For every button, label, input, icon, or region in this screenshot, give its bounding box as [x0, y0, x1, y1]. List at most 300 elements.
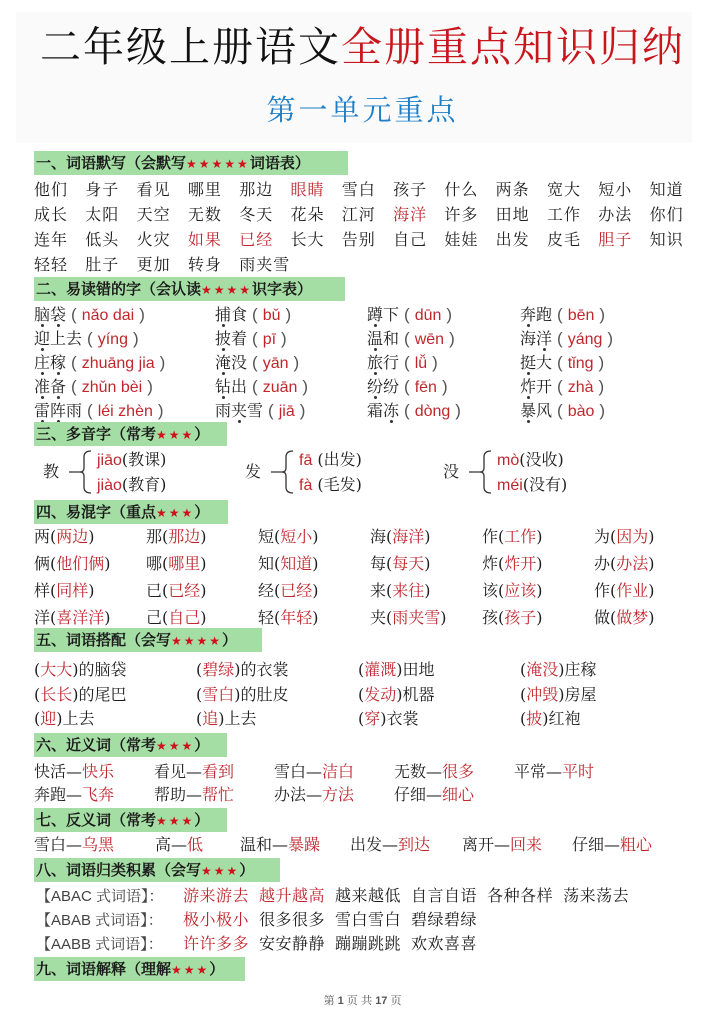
word: 快活	[34, 762, 67, 781]
vocab-word: 他们	[34, 180, 69, 199]
paren-open: (	[50, 554, 57, 573]
char: 开	[536, 377, 553, 396]
section-header-8	[34, 858, 280, 882]
char: 作	[594, 581, 611, 600]
example-word: 工作	[504, 527, 537, 546]
vocab-word: 更加	[136, 255, 171, 274]
dash: —	[66, 762, 83, 781]
char: 上	[50, 329, 67, 348]
char: 着	[231, 329, 248, 348]
paren-close: )	[293, 353, 300, 372]
paren-open: (	[268, 401, 274, 420]
char: 炸	[482, 554, 499, 573]
paren-open: (	[50, 527, 57, 546]
vocab-word: 眼睛	[290, 180, 325, 199]
paren-close: )	[396, 660, 403, 679]
word: 无数	[394, 762, 427, 781]
char: 作	[482, 527, 499, 546]
title-black-part: 二年级上册语文	[40, 23, 341, 71]
paren-close: )	[132, 329, 139, 348]
pattern-word: 很多很多	[259, 910, 326, 929]
paren-close: )	[648, 527, 655, 546]
polyphone-char: 教	[43, 462, 60, 481]
colon: ：	[148, 888, 164, 905]
char: 样	[34, 581, 51, 600]
pinyin-row	[34, 327, 670, 351]
phrase-rest: 的肚皮	[240, 684, 289, 704]
paren-open: (	[610, 527, 617, 546]
vocab-word: 海洋	[393, 205, 428, 224]
example-word: 自己	[168, 608, 201, 627]
word	[520, 305, 552, 324]
paren-close: )	[234, 660, 241, 679]
rating-stars: ★★★★	[171, 634, 223, 648]
synonym-pair	[34, 760, 154, 783]
paren-close: )	[302, 377, 309, 396]
example-word: 作业	[616, 581, 649, 600]
pinyin-item	[215, 327, 367, 352]
section-header-1	[34, 151, 348, 175]
paren-close: )	[88, 527, 95, 546]
section-header-7	[34, 808, 227, 832]
confusable-row	[34, 577, 706, 604]
word-row	[34, 177, 701, 202]
char: 海	[520, 329, 537, 348]
word-row	[34, 252, 701, 277]
emphasized-char: 钻	[215, 377, 232, 396]
example-word: 已经	[168, 581, 201, 600]
footer-prefix: 第	[323, 994, 335, 1007]
collocation-item	[196, 707, 358, 732]
page-number: 1	[337, 995, 344, 1007]
paren-close: )	[648, 554, 655, 573]
word-row	[34, 227, 701, 252]
paren-open: (	[557, 329, 563, 348]
word	[215, 377, 247, 396]
example-word: 每天	[392, 554, 425, 573]
header-suffix: ）	[194, 425, 210, 443]
collocation-item	[520, 683, 682, 708]
example-word: 因为	[616, 527, 649, 546]
char: 那	[146, 527, 163, 546]
paren-close: )	[598, 353, 605, 372]
vocab-word: 花朵	[290, 205, 325, 224]
char: 风	[536, 401, 553, 420]
paren-open: (	[252, 329, 258, 348]
pattern-word: 荡来荡去	[563, 886, 630, 905]
vocab-word: 无数	[187, 205, 222, 224]
pinyin: zhuāng jia	[81, 355, 155, 372]
word	[520, 329, 552, 348]
reading-line	[97, 472, 166, 497]
paren-close: )	[432, 353, 438, 372]
paren-close: )	[147, 377, 153, 396]
example-word: 雨夹雪	[392, 608, 441, 627]
confusable-item	[482, 604, 594, 631]
page-title	[0, 22, 725, 72]
section-header-5	[34, 628, 262, 652]
pinyin: fēn	[414, 379, 437, 396]
pinyin: tǐng	[567, 355, 594, 372]
pinyin: jiào	[97, 477, 122, 494]
pinyin-item	[34, 327, 215, 352]
paren-close: )	[312, 527, 319, 546]
synonym-pair	[274, 783, 394, 806]
vocab-word: 冬天	[239, 205, 274, 224]
dash: —	[186, 762, 203, 781]
paren-open: (	[386, 581, 393, 600]
char: 知	[258, 554, 275, 573]
example-word: (没收)	[519, 450, 564, 469]
antonym-pair	[240, 833, 320, 857]
paren-open: (	[34, 660, 41, 679]
dash: —	[306, 762, 323, 781]
paren-open: (	[498, 581, 505, 600]
pattern-word: 许许多多	[183, 934, 250, 953]
antonym: 乌黑	[82, 835, 115, 854]
paren-close: )	[139, 305, 145, 324]
collocation-item	[34, 707, 196, 732]
vocab-word: 天空	[136, 205, 171, 224]
vocab-word: 哪里	[187, 180, 222, 199]
confusable-item	[594, 604, 706, 631]
confusable-row	[34, 604, 706, 631]
synonym: 快乐	[82, 762, 115, 781]
paren-open: (	[404, 305, 410, 324]
pinyin-item	[215, 303, 367, 328]
antonym: 粗心	[620, 835, 653, 854]
dash: —	[604, 835, 621, 854]
word	[367, 305, 399, 324]
char: 和	[383, 329, 400, 348]
word	[520, 377, 552, 396]
vocab-word: 成长	[34, 205, 69, 224]
char: 办	[594, 554, 611, 573]
pinyin-item	[34, 375, 215, 400]
example-word: (教育)	[121, 475, 167, 494]
emphasized-char: 迎	[34, 329, 51, 348]
phrase-rest: 上去	[62, 709, 95, 728]
phrase-rest: 衣裳	[386, 709, 419, 728]
char: 雪	[247, 401, 264, 420]
phrase-rest: 田地	[402, 660, 435, 679]
section-7-body	[34, 833, 694, 857]
confusable-item	[594, 577, 706, 604]
pattern-word: 碧绿碧绿	[411, 910, 478, 929]
confusable-item	[370, 604, 482, 631]
word	[215, 353, 247, 372]
paren-open: (	[404, 329, 410, 348]
example-word: 喜洋洋	[56, 608, 105, 627]
emphasized-char: 脑	[34, 305, 51, 324]
word	[215, 305, 247, 324]
emphasized-char: 炸	[520, 377, 537, 396]
pinyin-item	[520, 303, 670, 328]
pinyin-item	[367, 351, 520, 376]
pattern-word: 极小极小	[183, 910, 250, 929]
dash: —	[272, 835, 289, 854]
synonym-row	[34, 783, 634, 806]
synonym: 平时	[562, 762, 595, 781]
example-word: 他们俩	[56, 554, 105, 573]
header-suffix: ）	[239, 861, 255, 879]
word: 温和	[240, 835, 273, 854]
confusable-item	[258, 550, 370, 577]
paren-close: )	[312, 554, 319, 573]
pinyin: jiā	[278, 403, 295, 420]
fill-word: 碧绿	[202, 660, 235, 679]
pattern-row	[36, 884, 639, 908]
section-2-body	[34, 303, 670, 423]
word: 雪白	[34, 835, 67, 854]
vocab-word: 工作	[546, 205, 581, 224]
paren-close: )	[542, 709, 549, 728]
char: 己	[146, 608, 163, 627]
pinyin-row	[34, 303, 670, 327]
pinyin: lǚ	[414, 355, 428, 372]
vocab-word: 那边	[239, 180, 274, 199]
header-suffix: ）	[194, 736, 210, 754]
char: 出	[231, 377, 248, 396]
paren-open: (	[404, 401, 410, 420]
word: 出发	[350, 835, 383, 854]
pattern-word: 欢欢喜喜	[411, 934, 478, 953]
synonym-pair	[154, 760, 274, 783]
section-header-6	[34, 733, 227, 757]
pattern-name: 【ABAC 式词语】	[36, 888, 149, 905]
char: 去	[66, 329, 83, 348]
paren-close: )	[440, 608, 447, 627]
pattern-row	[36, 932, 639, 956]
vocab-word: 你们	[649, 205, 684, 224]
confusable-row	[34, 523, 706, 550]
emphasized-char: 淹	[215, 353, 232, 372]
vocab-word: 田地	[495, 205, 530, 224]
vocab-word: 孩子	[393, 180, 428, 199]
paren-close: )	[72, 684, 79, 704]
confusable-item	[594, 523, 706, 550]
word-row	[34, 202, 701, 227]
paren-close: )	[157, 401, 164, 420]
header-label: 六、近义词（常考	[36, 736, 157, 754]
antonym: 低	[187, 835, 204, 854]
paren-close: )	[607, 329, 614, 348]
pinyin-item	[215, 375, 367, 400]
word: 仔细	[394, 785, 427, 804]
header-label: 一、词语默写（会默写	[36, 154, 187, 172]
synonym-pair	[394, 760, 514, 783]
vocab-word: 如果	[187, 230, 222, 249]
paren-open: (	[162, 527, 169, 546]
example-word: (毛发)	[312, 475, 362, 494]
reading-line	[97, 447, 166, 472]
header-label: 三、多音字（常考	[36, 425, 157, 443]
example-word: 短小	[280, 527, 313, 546]
synonym-pair	[274, 760, 394, 783]
confusable-item	[370, 577, 482, 604]
phrase-rest: 的脑袋	[78, 660, 127, 679]
section-header-9	[34, 957, 245, 981]
colon: ：	[147, 936, 163, 953]
pinyin: fà	[299, 477, 313, 494]
synonym: 洁白	[322, 762, 355, 781]
confusable-item	[146, 523, 258, 550]
char: 洋	[34, 608, 51, 627]
pinyin: fā	[299, 452, 313, 469]
example-word: 办法	[616, 554, 649, 573]
emphasized-char: 阵	[50, 401, 67, 420]
paren-close: )	[285, 305, 292, 324]
paren-close: )	[598, 377, 605, 396]
pinyin-item	[520, 351, 670, 376]
pattern-word: 游来游去	[183, 886, 250, 905]
example-word: 哪里	[168, 554, 201, 573]
reading-line	[497, 472, 567, 497]
paren-close: )	[312, 581, 319, 600]
confusable-item	[482, 550, 594, 577]
polyphone-char: 发	[245, 462, 262, 481]
pinyin: zhǔn bèi	[81, 379, 143, 396]
paren-open: (	[498, 554, 505, 573]
fill-word: 淹没	[526, 660, 559, 679]
paren-open: (	[274, 608, 281, 627]
pattern-word: 蹦蹦跳跳	[335, 934, 402, 953]
char: 每	[370, 554, 387, 573]
paren-close: )	[599, 401, 606, 420]
paren-close: )	[312, 608, 319, 627]
collocation-item	[34, 658, 196, 683]
paren-open: (	[50, 581, 57, 600]
paren-open: (	[87, 329, 93, 348]
vocab-word: 皮毛	[546, 230, 581, 249]
antonym-pair	[350, 833, 430, 857]
antonym-pair	[572, 833, 652, 857]
fill-word: 发动	[364, 684, 397, 704]
collocation-row	[34, 658, 682, 683]
fill-word: 长长	[40, 684, 73, 704]
char: 轻	[258, 608, 275, 627]
paren-open: (	[610, 554, 617, 573]
vocab-word: 低头	[85, 230, 120, 249]
example-word: 那边	[168, 527, 201, 546]
polyphone-char: 没	[443, 462, 460, 481]
char: 来	[370, 581, 387, 600]
page-footer	[0, 993, 725, 1009]
rating-stars: ★★★	[156, 739, 195, 753]
confusable-item	[258, 577, 370, 604]
paren-open: (	[610, 608, 617, 627]
synonym-pair	[394, 783, 514, 806]
brace-icon	[67, 449, 95, 495]
dash: —	[382, 835, 399, 854]
rating-stars: ★★★★	[201, 283, 253, 297]
header-label: 九、词语解释（理解	[36, 960, 172, 978]
collocation-item	[196, 683, 358, 708]
pinyin-item	[215, 351, 367, 376]
collocation-item	[520, 658, 682, 683]
paren-open: (	[252, 377, 258, 396]
dash: —	[546, 762, 563, 781]
paren-close: )	[218, 709, 225, 728]
brace-icon	[467, 449, 495, 495]
pinyin: zuān	[262, 379, 298, 396]
paren-open: (	[274, 581, 281, 600]
paren-open: (	[252, 353, 258, 372]
paren-close: )	[380, 709, 387, 728]
phrase-rest: 房屋	[564, 684, 597, 704]
vocab-word: 肚子	[85, 255, 120, 274]
antonym: 到达	[398, 835, 431, 854]
word	[520, 353, 552, 372]
example-word: 来往	[392, 581, 425, 600]
char: 哪	[146, 554, 163, 573]
paren-open: (	[196, 660, 203, 679]
paren-close: )	[72, 660, 79, 679]
paren-close: )	[558, 684, 565, 704]
vocab-word: 告别	[341, 230, 376, 249]
word: 帮助	[154, 785, 187, 804]
pinyin: dòng	[414, 403, 451, 420]
paren-close: )	[200, 581, 207, 600]
vocab-word: 两条	[495, 180, 530, 199]
word	[520, 401, 552, 420]
section-3-body	[0, 447, 725, 497]
paren-open: (	[557, 377, 563, 396]
paren-close: )	[424, 581, 431, 600]
fill-word: 穿	[364, 709, 381, 728]
collocation-item	[196, 658, 358, 683]
vocab-word: 雪白	[341, 180, 376, 199]
vocab-word: 轻轻	[34, 255, 69, 274]
collocation-item	[34, 683, 196, 708]
confusable-item	[34, 523, 146, 550]
char: 孩	[482, 608, 499, 627]
char: 下	[383, 305, 400, 324]
emphasized-char: 捕	[215, 305, 232, 324]
paren-close: )	[104, 554, 111, 573]
fill-word: 大大	[40, 660, 73, 679]
dash: —	[426, 762, 443, 781]
pattern-word: 自言自语	[411, 886, 478, 905]
pinyin: bào	[567, 403, 595, 420]
pinyin: wēn	[414, 331, 445, 348]
pinyin: nǎo dai	[81, 307, 135, 324]
header-suffix: ）	[194, 811, 210, 829]
emphasized-char: 准	[34, 377, 51, 396]
header-suffix: 词语表）	[249, 154, 310, 172]
emphasized-char: 洋	[536, 329, 553, 348]
phrase-rest: 红袍	[548, 709, 581, 728]
collocation-item	[358, 658, 520, 683]
char: 已	[146, 581, 163, 600]
word	[34, 305, 66, 324]
pinyin: léi zhèn	[97, 403, 153, 420]
paren-open: (	[162, 554, 169, 573]
fill-word: 雪白	[202, 684, 235, 704]
paren-open: (	[196, 684, 203, 704]
vocab-word: 火灾	[136, 230, 171, 249]
vocab-word: 知识	[649, 230, 684, 249]
vocab-word: 娃娃	[444, 230, 479, 249]
paren-close: )	[424, 527, 431, 546]
paren-close: )	[299, 401, 306, 420]
char: 食	[231, 305, 248, 324]
antonym-pair	[155, 833, 203, 857]
emphasized-char: 暴	[520, 401, 537, 420]
rating-stars: ★★★	[156, 428, 195, 442]
word: 仔细	[572, 835, 605, 854]
paren-close: )	[441, 377, 448, 396]
